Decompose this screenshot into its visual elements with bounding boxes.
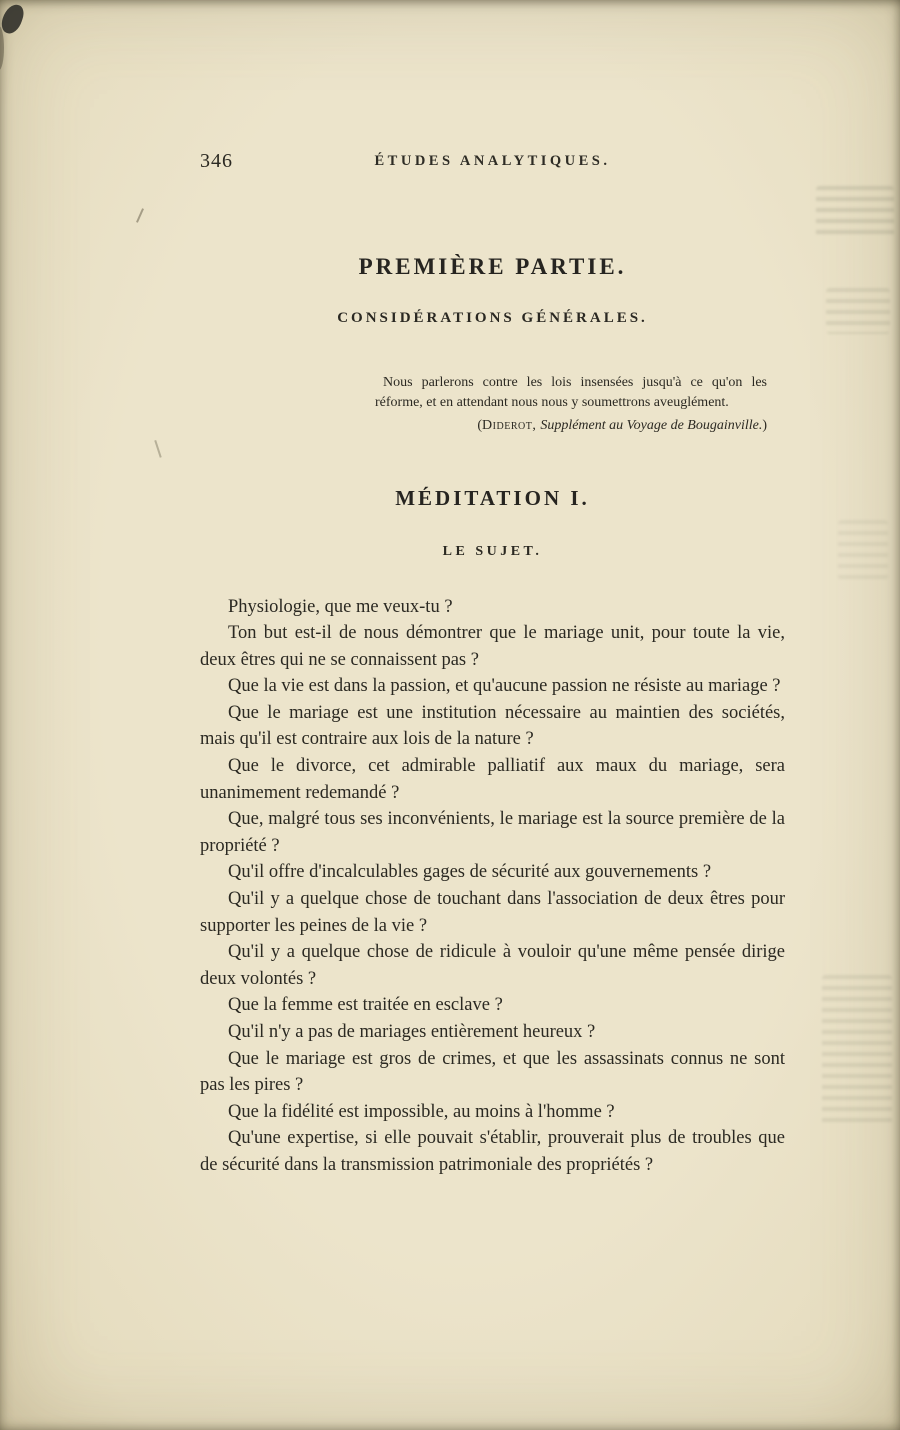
epigraph — [375, 373, 767, 436]
ink-bleedthrough — [822, 975, 892, 1125]
paragraph: Que le divorce, cet admirable palliatif aux maux du mariage, sera unanimement redemandé ? — [200, 756, 785, 803]
ink-bleedthrough — [838, 520, 888, 580]
attribution-close-paren: ) — [762, 418, 767, 433]
part-title: PREMIÈRE PARTIE. — [358, 254, 627, 279]
page-number: 346 — [200, 150, 233, 172]
paragraph: Que la vie est dans la passion, et qu'aucune passion ne résiste au mariage ? — [228, 676, 781, 697]
running-head-title: ÉTUDES ANALYTIQUES. — [374, 153, 611, 169]
paragraph: Qu'il y a quelque chose de touchant dans l'association de deux êtres pour supporter les peines de la vie ? — [200, 889, 785, 936]
pencil-mark — [154, 440, 161, 458]
paragraph: Que, malgré tous ses inconvénients, le mariage est la source première de la propriété ? — [200, 809, 785, 856]
paragraph: Qu'une expertise, si elle pouvait s'établir, prouverait plus de troubles que de sécurité dans la transmission patrimoniale des propriétés ? — [200, 1128, 785, 1175]
paragraph: Que la fidélité est impossible, au moins à l'homme ? — [228, 1101, 615, 1122]
pencil-mark — [136, 208, 144, 223]
paragraph: Qu'il offre d'incalculables gages de sécurité aux gouvernements ? — [228, 862, 712, 883]
ink-bleedthrough — [826, 288, 890, 334]
page-content — [200, 150, 785, 1179]
ink-stain — [0, 2, 26, 36]
meditation-subheading: LE SUJET. — [442, 543, 543, 559]
edge-shadow-stain — [0, 26, 4, 70]
running-header — [200, 150, 785, 174]
paragraph: Qu'il n'y a pas de mariages entièrement heureux ? — [228, 1022, 596, 1042]
attribution-work-title: Supplément au Voyage de Bougainville. — [540, 418, 763, 433]
paragraph: Que le mariage est une institution nécessaire au maintien des sociétés, mais qu'il est contraire aux lois de la nature ? — [200, 702, 785, 750]
paragraph: Ton but est-il de nous démontrer que le mariage unit, pour toute la vie, deux êtres qui ne se connaissent pas ? — [200, 623, 785, 670]
part-subtitle: CONSIDÉRATIONS GÉNÉRALES. — [337, 310, 648, 326]
attribution-author: Diderot, — [482, 418, 541, 433]
paragraph: Qu'il y a quelque chose de ridicule à vouloir qu'une même pensée dirige deux volontés ? — [200, 942, 785, 989]
ink-bleedthrough — [816, 186, 894, 238]
meditation-heading: MÉDITATION I. — [395, 485, 590, 510]
paragraph: Que la femme est traitée en esclave ? — [228, 995, 503, 1016]
body-text — [200, 594, 785, 1179]
epigraph-attribution — [375, 416, 767, 436]
paragraph: Physiologie, que me veux-tu ? — [228, 596, 453, 617]
attribution-open-paren: ( — [477, 418, 483, 433]
paragraph: Que le mariage est gros de crimes, et que les assassinats connus ne sont pas les pires ? — [200, 1048, 785, 1096]
epigraph-text: Nous parlerons contre les lois insensées jusqu'à ce qu'on les réforme, et en attendant nous nous y soumettrons aveuglément. — [375, 375, 767, 410]
